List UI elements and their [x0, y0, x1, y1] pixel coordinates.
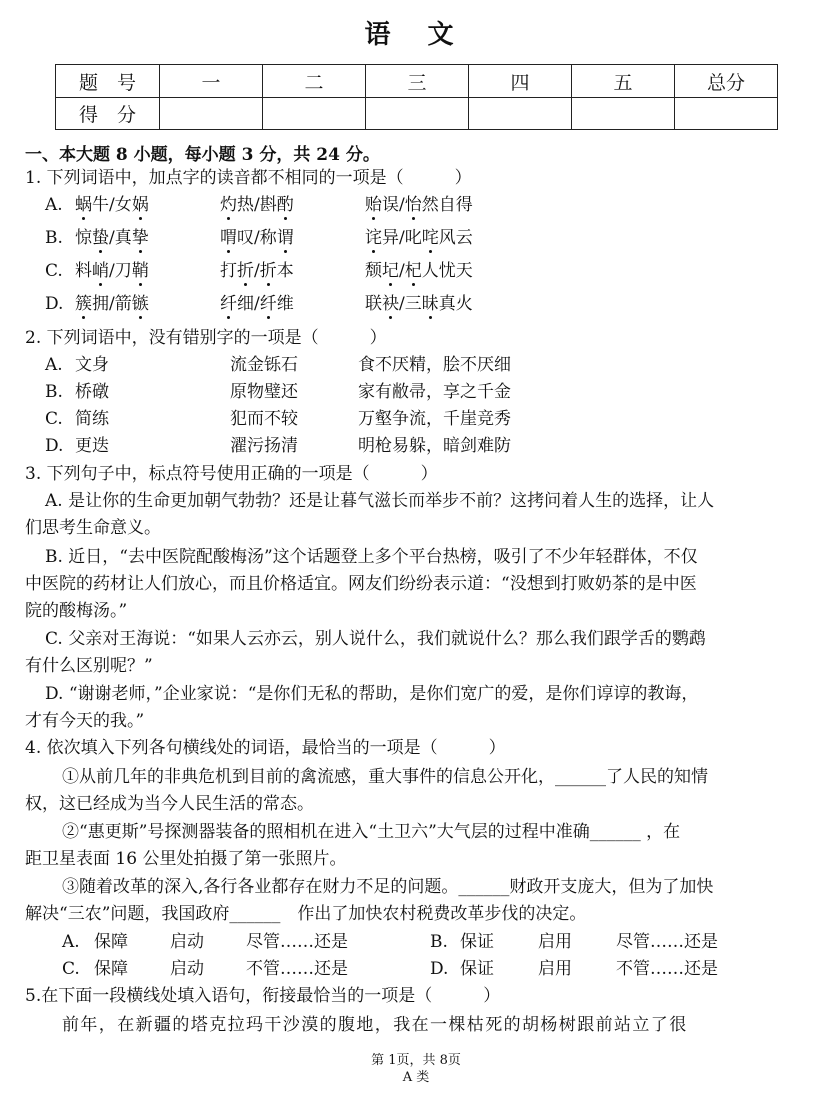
- score-cell[interactable]: [675, 98, 778, 130]
- option-letter: B.: [430, 932, 448, 952]
- option-letter: D.: [430, 959, 449, 979]
- q4-sentence-2-line1: ②“惠更斯”号探测器装备的照相机在进入“土卫六”大气层的过程中准确______ ，在: [62, 822, 681, 842]
- q4-sentence-3-line1: ③随着改革的深入,各行各业都存在财力不足的问题。______财政开支庞大，但为了加快: [62, 877, 714, 897]
- option-word: 尽管……还是: [246, 932, 348, 952]
- option-word: 启动: [170, 932, 204, 952]
- option-word: 家有敝帚，享之千金: [358, 382, 511, 402]
- option-letter: B.: [45, 382, 63, 402]
- option-word: 不管……还是: [616, 959, 718, 979]
- page-title: 语 文: [364, 20, 468, 50]
- option-pair: 贻误/怡然自得: [365, 195, 473, 215]
- q3-option-c-line1: C. 父亲对王海说：“如果人云亦云，别人说什么，我们就说什么？那么我们跟学舌的鹦鹉: [45, 629, 706, 649]
- option-pair: 打折/折本: [220, 261, 294, 281]
- q3-option-d-line2: 才有今天的我。”: [25, 711, 145, 731]
- option-pair: 料峭/刀鞘: [75, 261, 149, 281]
- option-word: 保证: [460, 959, 494, 979]
- score-header-cell: 二: [263, 65, 366, 98]
- option-pair: 灼热/斟酌: [220, 195, 294, 215]
- score-row-label: 得 分: [56, 98, 160, 130]
- question-1-stem: 1. 下列词语中，加点字的读音都不相同的一项是（ ）: [25, 168, 472, 188]
- option-pair: 颓圮/杞人忧天: [365, 261, 473, 281]
- q3-option-b-line3: 院的酸梅汤。”: [25, 601, 128, 621]
- score-header-cell: 一: [160, 65, 263, 98]
- option-word: 更迭: [75, 436, 109, 456]
- score-header-cell: 总分: [675, 65, 778, 98]
- score-header-cell: 四: [469, 65, 572, 98]
- option-word: 文身: [75, 355, 109, 375]
- option-word: 启用: [538, 959, 572, 979]
- option-letter: D.: [45, 436, 64, 456]
- option-word: 犯而不较: [230, 409, 298, 429]
- paper-class: A 类: [402, 1070, 430, 1085]
- q4-sentence-3-line2: 解决“三农”问题，我国政府______ 作出了加快农村税费改革步伐的决定。: [25, 904, 587, 924]
- q3-option-b-line2: 中医院的药材让人们放心，而且价格适宜。网友们纷纷表示道：“没想到打败奶茶的是中医: [25, 574, 697, 594]
- score-value-row: [56, 98, 778, 130]
- option-pair: 簇拥/箭镞: [75, 294, 149, 314]
- question-3-stem: 3. 下列句子中，标点符号使用正确的一项是（ ）: [25, 464, 438, 484]
- q3-option-a-line2: 们思考生命意义。: [25, 518, 161, 538]
- option-letter: B.: [45, 228, 63, 248]
- q3-option-d-line1: D. “谢谢老师，”企业家说：“是你们无私的帮助，是你们宽广的爱，是你们谆谆的教诲，: [45, 684, 699, 704]
- option-word: 流金铄石: [230, 355, 298, 375]
- option-word: 食不厌精，脍不厌细: [358, 355, 511, 375]
- option-word: 保障: [94, 959, 128, 979]
- score-header-row: [56, 65, 778, 98]
- option-word: 启用: [538, 932, 572, 952]
- option-pair: 诧异/叱咤风云: [365, 228, 473, 248]
- option-word: 尽管……还是: [616, 932, 718, 952]
- option-letter: C.: [45, 409, 63, 429]
- option-letter: D.: [45, 294, 64, 314]
- option-pair: 联袂/三昧真火: [365, 294, 473, 314]
- option-word: 万壑争流，千崖竞秀: [358, 409, 511, 429]
- question-2-stem: 2. 下列词语中，没有错别字的一项是（ ）: [25, 328, 387, 348]
- score-header-cell: 题 号: [56, 65, 160, 98]
- option-word: 启动: [170, 959, 204, 979]
- page-number: 第 1页，共 8页: [371, 1053, 461, 1068]
- option-pair: 惊蛰/真挚: [75, 228, 149, 248]
- option-letter: A.: [45, 355, 63, 375]
- score-cell[interactable]: [366, 98, 469, 130]
- option-word: 不管……还是: [246, 959, 348, 979]
- question-4-stem: 4. 依次填入下列各句横线处的词语，最恰当的一项是（ ）: [25, 738, 506, 758]
- option-word: 保证: [460, 932, 494, 952]
- q4-sentence-2-line2: 距卫星表面 16 公里处拍摄了第一张照片。: [25, 849, 347, 869]
- score-header-cell: 五: [572, 65, 675, 98]
- option-pair: 蜗牛/女娲: [75, 195, 149, 215]
- score-table: [55, 64, 778, 130]
- option-word: 明枪易躲，暗剑难防: [358, 436, 511, 456]
- q5-passage-line1: 前年，在新疆的塔克拉玛干沙漠的腹地，我在一棵枯死的胡杨树跟前站立了很: [62, 1015, 688, 1035]
- score-cell[interactable]: [160, 98, 263, 130]
- option-word: 原物璧还: [230, 382, 298, 402]
- score-cell[interactable]: [572, 98, 675, 130]
- q3-option-b-line1: B. 近日，“去中医院配酸梅汤”这个话题登上多个平台热榜，吸引了不少年轻群体，不仅: [45, 547, 698, 567]
- q3-option-a-line1: A. 是让你的生命更加朝气勃勃？还是让暮气滋长而举步不前？这拷问着人生的选择，让人: [45, 491, 715, 511]
- option-word: 桥礅: [75, 382, 109, 402]
- option-letter: A.: [45, 195, 63, 215]
- option-pair: 喟叹/称谓: [220, 228, 294, 248]
- score-cell[interactable]: [263, 98, 366, 130]
- option-letter: C.: [45, 261, 63, 281]
- option-letter: A.: [62, 932, 80, 952]
- section-heading: 一、本大题 8 小题，每小题 3 分，共 24 分。: [25, 145, 380, 165]
- option-word: 濯污扬清: [230, 436, 298, 456]
- option-letter: C.: [62, 959, 80, 979]
- option-word: 保障: [94, 932, 128, 952]
- question-5-stem: 5.在下面一段横线处填入语句，衔接最恰当的一项是（ ）: [25, 986, 501, 1006]
- option-pair: 纤细/纤维: [220, 294, 294, 314]
- q3-option-c-line2: 有什么区别呢？”: [25, 656, 153, 676]
- option-word: 简练: [75, 409, 109, 429]
- q4-sentence-1-line1: ①从前几年的非典危机到目前的禽流感，重大事件的信息公开化，______了人民的知情: [62, 767, 708, 787]
- score-header-cell: 三: [366, 65, 469, 98]
- score-cell[interactable]: [469, 98, 572, 130]
- q4-sentence-1-line2: 权，这已经成为当今人民生活的常态。: [25, 794, 314, 814]
